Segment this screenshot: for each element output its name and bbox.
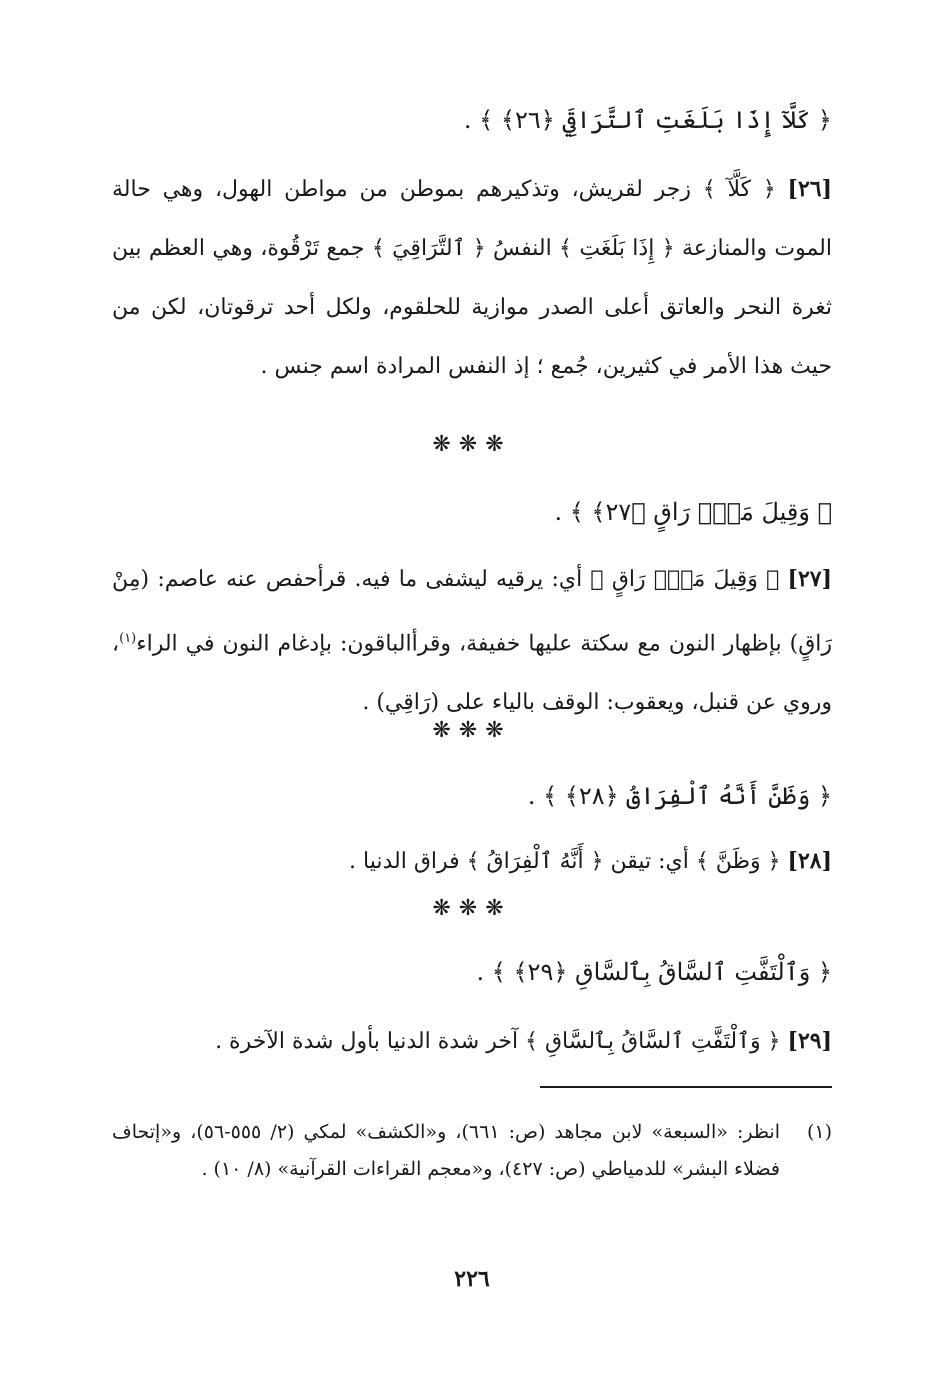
commentary-28	[112, 832, 832, 891]
footnote-1-number: (١)	[806, 1121, 832, 1143]
commentary-26-text: ﴿ كَلَّآ ﴾ زجر لقريش، وتذكيرهم بموطن من مواطن الهول، وهي حالة الموت والمنازعة ﴿ إِذَا بَلَغَتِ ﴾ النفسُ ﴿ ٱلتَّرَاقِيَ ﴾ جمع تَرْقُوة، وهي العظم بين ثغرة النحر والعاتق أعلى الصدر موازية للحلقوم، ولكل أحد ترقوتان، لكن من حيث هذا الأمر في كثيرين، جُمع ؛ إذ النفس المرادة اسم جنس .	[112, 177, 832, 379]
verse-29-text: ﴿ وَٱلْتَفَّتِ ٱلسَّاقُ بِٱلسَّاقِ ﴿٢٩﴾ ﴾ .	[476, 958, 832, 986]
verse-28-text: ﴿ وَظَنَّ أَنَّهُ ٱلْفِرَاقُ ﴿٢٨﴾ ﴾ .	[527, 782, 832, 810]
commentary-27	[112, 550, 832, 732]
page-number: ٢٢٦	[454, 1266, 490, 1292]
verse-26	[112, 100, 832, 140]
verse-26-text: ﴿ كَلَّآ إِذَا بَلَغَتِ ٱلتَّرَاقِيَ ﴿٢٦﴾ ﴾ .	[463, 106, 832, 134]
verse-28	[112, 776, 832, 816]
commentary-27-text-after: ، وروي عن قنبل، ويعقوب: الوقف بالياء على (رَاقِي) .	[112, 631, 832, 716]
commentary-28-text: ﴿ وَظَنَّ ﴾ أي: تيقن ﴿ أَنَّهُ ٱلْفِرَاقُ ﴾ فراق الدنيا .	[349, 849, 788, 874]
footnote-1	[112, 1114, 832, 1188]
commentary-27-text: ﴿ وَقِيلَ مَنْۜ رَاقٍ ﴾ أي: يرقيه ليشفى ما فيه. قرأحفص عنه عاصم: (مِنْ رَاقٍ) بإظهار النون مع سكتة عليها خفيفة، وقرأالباقون: بإدغام النون في الراء	[112, 567, 832, 657]
commentary-29	[112, 1012, 832, 1071]
verse-27	[112, 492, 832, 532]
commentary-29-text: ﴿ وَٱلْتَفَّتِ ٱلسَّاقُ بِٱلسَّاقِ ﴾ آخر شدة الدنيا بأول شدة الآخرة .	[215, 1029, 788, 1054]
footnote-reference[interactable]: (١)	[119, 631, 137, 646]
section-separator-3: ❋❋❋	[432, 896, 512, 921]
commentary-26	[112, 160, 832, 396]
commentary-28-number: [٢٨]	[787, 848, 832, 874]
section-separator-1: ❋❋❋	[432, 432, 512, 457]
verse-27-text: ﴿ وَقِيلَ مَنْۜ رَاقٍ ﴿٢٧﴾ ﴾ .	[554, 498, 832, 526]
footnote-divider	[540, 1086, 832, 1088]
commentary-27-number: [٢٧]	[787, 566, 832, 592]
section-separator-2: ❋❋❋	[432, 718, 512, 743]
commentary-29-number: [٢٩]	[787, 1028, 832, 1054]
commentary-26-number: [٢٦]	[787, 176, 832, 202]
footnote-1-text: انظر: «السبعة» لابن مجاهد (ص: ٦٦١)، و«الكشف» لمكي (٢/ ٥٥٥-٥٦)، و«إتحاف فضلاء البشر» للدمياطي (ص: ٤٢٧)، و«معجم القراءات القرآنية» (٨/ ١٠) .	[112, 1121, 780, 1180]
book-page	[112, 0, 832, 1376]
verse-29	[112, 952, 832, 992]
